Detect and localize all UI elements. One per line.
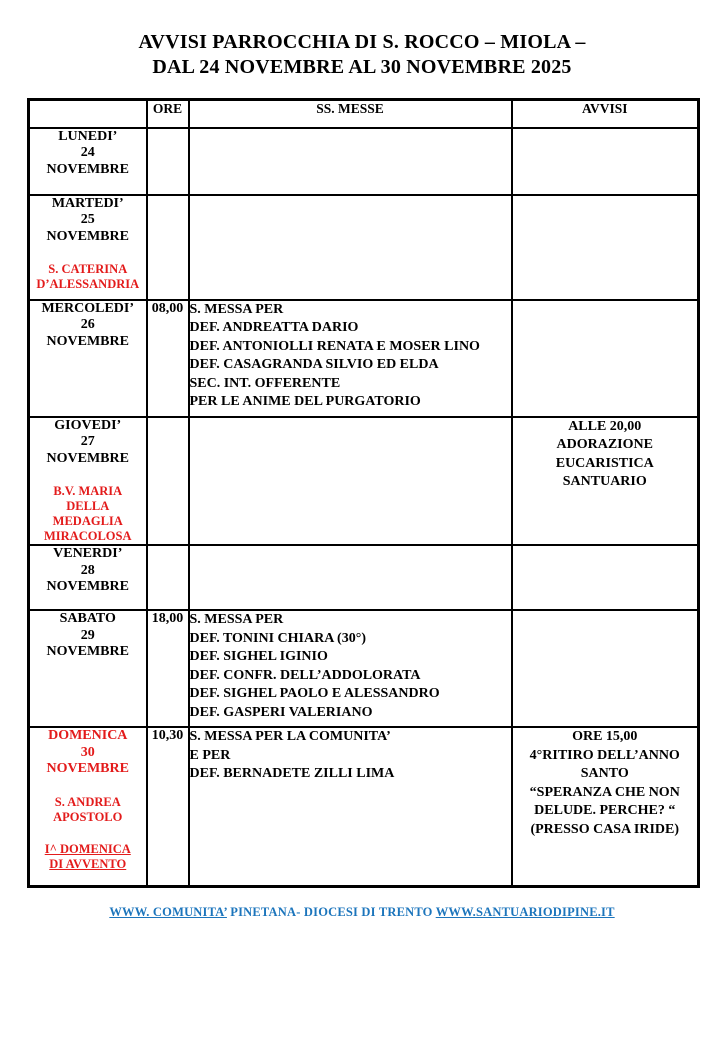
messa-line: DEF. BERNADETE ZILLI LIMA xyxy=(189,766,395,781)
col-header-messe: SS. MESSE xyxy=(189,100,512,128)
feast-label-line: DELLA MEDAGLIA xyxy=(52,499,123,528)
day-cell xyxy=(29,545,147,610)
footer-link-santuariodipine[interactable]: WWW.SANTUARIODIPINE.IT xyxy=(435,904,615,919)
feast-label-line: DI AVVENTO xyxy=(49,856,127,871)
messa-line: DEF. SIGHEL PAOLO E ALESSANDRO xyxy=(189,686,440,701)
feast-label xyxy=(30,484,146,544)
ore-cell xyxy=(147,195,189,300)
table-row-lunedi-24 xyxy=(29,128,699,195)
feast-label-line: B.V. MARIA xyxy=(53,484,123,498)
messe-cell xyxy=(189,545,512,610)
messa-line: DEF. GASPERI VALERIANO xyxy=(189,704,373,720)
messa-line: DEF. SIGHEL IGINIO xyxy=(189,649,328,664)
footer-middle-text: PINETANA- DIOCESI DI TRENTO xyxy=(226,904,436,919)
messe-cell xyxy=(189,610,512,727)
feast-label-line: S. ANDREA xyxy=(54,794,121,809)
day-label-line: 29 xyxy=(80,627,95,643)
schedule-table xyxy=(27,98,700,888)
day-label-line: LUNEDI’ xyxy=(58,128,118,144)
feast-label xyxy=(30,262,146,292)
day-label-line: NOVEMBRE xyxy=(46,228,129,244)
messe-cell xyxy=(189,195,512,300)
avviso-line: SANTO xyxy=(580,766,629,781)
page-title-line1: AVVISI PARROCCHIA DI S. ROCCO – MIOLA – xyxy=(138,31,586,53)
messa-line: SEC. INT. OFFERENTE xyxy=(189,375,341,391)
day-label-line: 25 xyxy=(80,212,95,227)
messa-line: DEF. ANTONIOLLI RENATA E MOSER LINO xyxy=(189,338,480,354)
day-label-line: NOVEMBRE xyxy=(46,579,129,594)
day-cell xyxy=(29,128,147,195)
messa-line: E PER xyxy=(189,747,231,763)
feast-label-line: APOSTOLO xyxy=(53,809,123,824)
feast-label xyxy=(30,795,146,825)
page-title xyxy=(0,30,724,80)
avvisi-cell xyxy=(512,610,699,727)
ore-cell xyxy=(147,545,189,610)
ore-cell: 18,00 xyxy=(147,610,189,727)
day-label xyxy=(30,196,146,246)
table-row-domenica-30 xyxy=(29,727,699,886)
table-row-mercoledi-26 xyxy=(29,300,699,417)
day-label-line: NOVEMBRE xyxy=(46,333,129,349)
messe-cell xyxy=(189,300,512,417)
avviso-line: ORE 15,00 xyxy=(572,729,638,744)
messa-line: PER LE ANIME DEL PURGATORIO xyxy=(189,394,421,409)
day-cell xyxy=(29,727,147,886)
table-row-venerdi-28 xyxy=(29,545,699,610)
header-row xyxy=(29,100,699,128)
col-header-avvisi: AVVISI xyxy=(512,100,699,128)
avvisi-cell xyxy=(512,417,699,546)
day-label-line: MERCOLEDI’ xyxy=(41,300,135,316)
avviso-line: SANTUARIO xyxy=(562,474,647,489)
messa-line: DEF. CASAGRANDA SILVIO ED ELDA xyxy=(189,357,439,372)
day-label-line: GIOVEDI’ xyxy=(54,417,122,433)
day-label xyxy=(30,546,146,596)
avviso-line: (PRESSO CASA IRIDE) xyxy=(530,821,680,837)
day-label xyxy=(30,611,146,661)
day-label-line: NOVEMBRE xyxy=(46,644,129,659)
avvisi-cell xyxy=(512,195,699,300)
ore-cell: 08,00 xyxy=(147,300,189,417)
day-label xyxy=(30,418,146,468)
messa-line: S. MESSA PER xyxy=(189,612,284,627)
day-label-line: SABATO xyxy=(59,611,116,626)
avviso-line: DELUDE. PERCHE? “ xyxy=(534,803,676,818)
footer-link-comunita-pinetana[interactable]: WWW. COMUNITA’ xyxy=(109,904,227,919)
day-cell xyxy=(29,610,147,727)
day-label-line: VENERDI’ xyxy=(53,546,123,561)
day-label-line: NOVEMBRE xyxy=(46,161,129,177)
messa-line: S. MESSA PER LA COMUNITA’ xyxy=(189,729,391,744)
day-label-line: NOVEMBRE xyxy=(46,450,129,466)
day-cell xyxy=(29,417,147,546)
messa-line: DEF. CONFR. DELL’ADDOLORATA xyxy=(189,667,421,683)
day-label-line: 26 xyxy=(80,317,95,332)
ore-cell: 10,30 xyxy=(147,727,189,886)
feast-label-line: MIRACOLOSA xyxy=(43,529,132,543)
table-row-sabato-29 xyxy=(29,610,699,727)
avvisi-cell xyxy=(512,727,699,886)
avviso-line: 4°RITIRO DELL’ANNO xyxy=(529,747,680,763)
messa-line: DEF. ANDREATTA DARIO xyxy=(189,320,359,335)
day-label xyxy=(30,301,146,351)
day-cell xyxy=(29,300,147,417)
day-label-line: 28 xyxy=(80,562,95,578)
schedule-wrap xyxy=(27,98,697,888)
messa-line: S. MESSA PER xyxy=(189,301,284,317)
ore-cell xyxy=(147,417,189,546)
day-label-line: NOVEMBRE xyxy=(46,761,129,776)
messe-cell xyxy=(189,417,512,546)
feast-label-line: S. CATERINA xyxy=(48,262,128,276)
avvisi-cell xyxy=(512,128,699,195)
messa-line: DEF. TONINI CHIARA (30°) xyxy=(189,630,366,646)
avvisi-cell xyxy=(512,300,699,417)
avvisi-cell xyxy=(512,545,699,610)
feast-label-line: I^ DOMENICA xyxy=(44,841,131,856)
day-label-line: 30 xyxy=(80,744,95,760)
col-header-ore: ORE xyxy=(147,100,189,128)
page-footer xyxy=(0,905,724,920)
day-label-line: 24 xyxy=(80,145,95,160)
feast-label-line: D’ALESSANDRIA xyxy=(36,277,140,291)
avviso-line: ADORAZIONE xyxy=(556,437,653,452)
feast-label xyxy=(30,842,146,872)
page-title-line2: DAL 24 NOVEMBRE AL 30 NOVEMBRE 2025 xyxy=(152,56,572,78)
messe-cell xyxy=(189,128,512,195)
col-header-day xyxy=(29,100,147,128)
day-label xyxy=(30,728,146,778)
ore-cell xyxy=(147,128,189,195)
avviso-line: ALLE 20,00 xyxy=(568,418,642,434)
day-label-line: 27 xyxy=(80,434,95,449)
table-row-martedi-25 xyxy=(29,195,699,300)
day-label xyxy=(30,129,146,179)
day-cell xyxy=(29,195,147,300)
messe-cell xyxy=(189,727,512,886)
day-label-line: MARTEDI’ xyxy=(51,195,124,211)
day-label-line: DOMENICA xyxy=(48,728,128,743)
avviso-line: “SPERANZA CHE NON xyxy=(529,784,680,800)
table-row-giovedi-27 xyxy=(29,417,699,546)
schedule-table-body xyxy=(29,128,699,887)
avviso-line: EUCARISTICA xyxy=(555,455,654,471)
